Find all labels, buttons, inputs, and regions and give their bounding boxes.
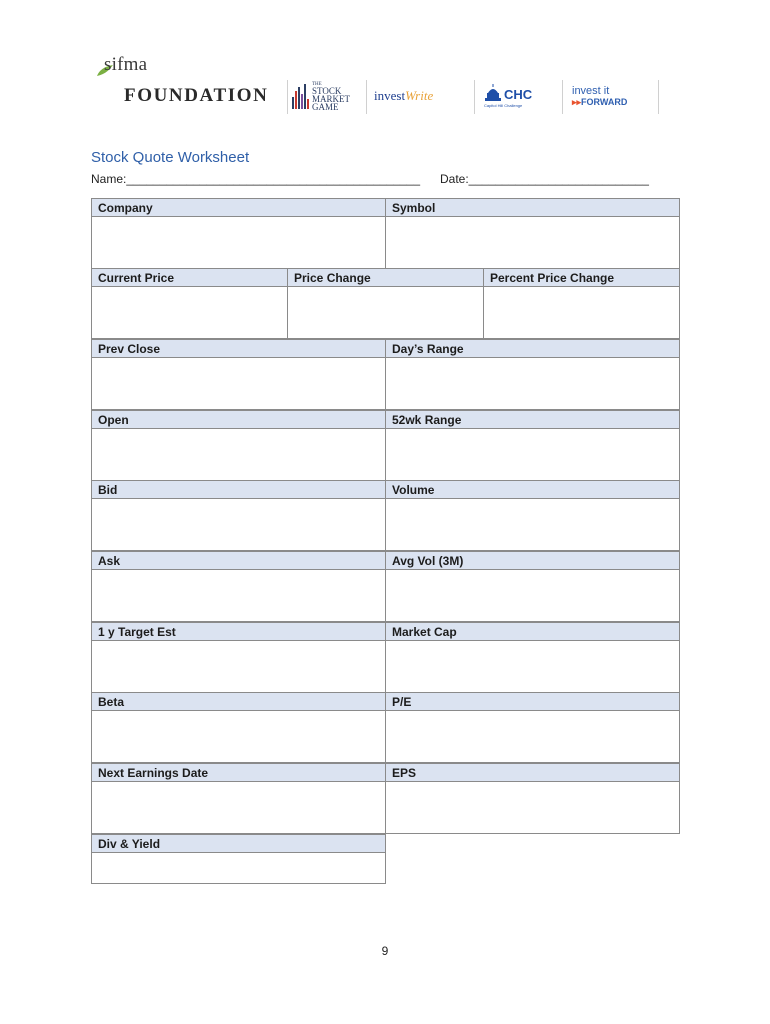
chc-logo <box>484 78 544 114</box>
div-yield-header <box>91 834 386 853</box>
current-price-label: Current Price <box>98 271 175 285</box>
prev-close-header <box>91 339 386 358</box>
capitol-dome-icon <box>484 84 502 102</box>
company-header <box>91 198 386 217</box>
investwrite-part-a: invest <box>374 88 406 103</box>
date-field[interactable]: Date:___________________________ <box>440 172 649 186</box>
smg-line: MARKET <box>312 93 350 104</box>
pe-header <box>385 692 680 711</box>
price-change-header <box>287 268 484 287</box>
prev-close-label: Prev Close <box>98 342 161 356</box>
company-input[interactable] <box>91 216 386 269</box>
foundation-wordmark: FOUNDATION <box>124 85 269 106</box>
symbol-header <box>385 198 680 217</box>
price-change-label: Price Change <box>294 271 371 285</box>
forward-text: FORWARD <box>581 96 628 107</box>
market-cap-label: Market Cap <box>392 625 457 639</box>
open-label: Open <box>98 413 129 427</box>
chc-subtitle: Capitol Hill Challenge <box>484 103 523 108</box>
investwrite-logo <box>374 78 464 114</box>
bid-label: Bid <box>98 483 118 497</box>
ask-input[interactable] <box>91 569 386 622</box>
eps-input[interactable] <box>385 781 680 834</box>
avg-vol-label: Avg Vol (3M) <box>392 554 464 568</box>
days-range-header <box>385 339 680 358</box>
percent-price-change-input[interactable] <box>483 286 680 339</box>
percent-price-change-header <box>483 268 680 287</box>
beta-label: Beta <box>98 695 125 709</box>
eps-label: EPS <box>392 766 417 780</box>
ask-header <box>91 551 386 570</box>
bid-input[interactable] <box>91 498 386 551</box>
current-price-header <box>91 268 288 287</box>
prev-close-input[interactable] <box>91 357 386 410</box>
target-est-label: 1 y Target Est <box>98 625 176 639</box>
smg-line: GAME <box>312 101 339 112</box>
page-number: 9 <box>381 944 389 958</box>
div-yield-label: Div & Yield <box>98 837 161 851</box>
stock-market-game-wordmark: THE STOCK MARKET GAME <box>312 81 350 112</box>
avg-vol-input[interactable] <box>385 569 680 622</box>
days-range-label: Day’s Range <box>392 342 464 356</box>
beta-header <box>91 692 386 711</box>
target-est-input[interactable] <box>91 640 386 693</box>
volume-header <box>385 480 680 499</box>
price-change-input[interactable] <box>287 286 484 339</box>
logo-divider <box>287 80 288 114</box>
bid-header <box>91 480 386 499</box>
forward-arrows-icon: ▸▸ <box>572 96 582 107</box>
pe-input[interactable] <box>385 710 680 763</box>
logo-divider <box>474 80 475 114</box>
logo-divider <box>562 80 563 114</box>
symbol-label: Symbol <box>392 201 436 215</box>
open-header <box>91 410 386 429</box>
bar-graph-icon <box>292 83 309 109</box>
logo-divider <box>366 80 367 114</box>
symbol-input[interactable] <box>385 216 680 269</box>
market-cap-input[interactable] <box>385 640 680 693</box>
invest-it-forward-logo <box>572 78 658 114</box>
sifma-wordmark: sifma <box>104 54 148 75</box>
logo-divider <box>658 80 659 114</box>
pe-label: P/E <box>392 695 412 709</box>
days-range-input[interactable] <box>385 357 680 410</box>
52wk-range-header <box>385 410 680 429</box>
div-yield-input[interactable] <box>91 852 386 884</box>
avg-vol-header <box>385 551 680 570</box>
worksheet-title: Stock Quote Worksheet <box>91 149 250 166</box>
ask-label: Ask <box>98 554 121 568</box>
next-earnings-input[interactable] <box>91 781 386 834</box>
market-cap-header <box>385 622 680 641</box>
beta-input[interactable] <box>91 710 386 763</box>
next-earnings-label: Next Earnings Date <box>98 766 209 780</box>
52wk-range-label: 52wk Range <box>392 413 462 427</box>
open-input[interactable] <box>91 428 386 481</box>
chc-wordmark: CHC <box>504 87 533 102</box>
eps-header <box>385 763 680 782</box>
company-label: Company <box>98 201 153 215</box>
52wk-range-input[interactable] <box>385 428 680 481</box>
volume-input[interactable] <box>385 498 680 551</box>
smg-line: STOCK <box>312 85 342 96</box>
target-est-header <box>91 622 386 641</box>
name-field[interactable]: Name:____________________________________________ <box>91 172 420 186</box>
investwrite-part-b: Write <box>405 88 434 103</box>
stock-market-game-logo <box>292 78 358 114</box>
current-price-input[interactable] <box>91 286 288 339</box>
invest-it-text: invest it <box>572 84 610 97</box>
next-earnings-header <box>91 763 386 782</box>
volume-label: Volume <box>392 483 435 497</box>
percent-price-change-label: Percent Price Change <box>490 271 615 285</box>
